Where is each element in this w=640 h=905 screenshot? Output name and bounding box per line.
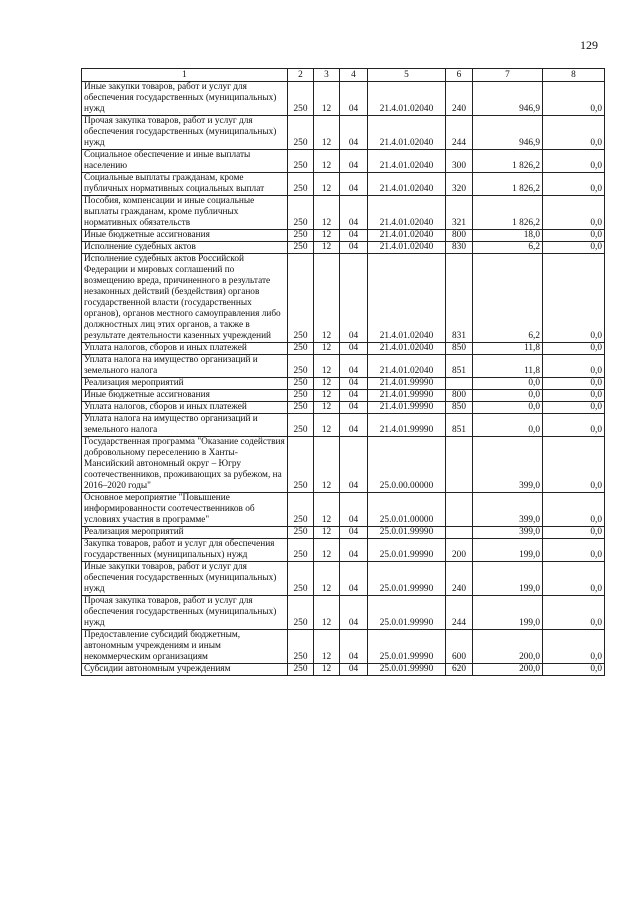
row-code-3: 12 [314,173,340,196]
row-code-5: 21.4.01.02040 [368,343,446,355]
row-code-4: 04 [340,664,368,676]
row-code-3: 12 [314,254,340,343]
row-amount-8: 0,0 [543,527,605,539]
row-amount-8: 0,0 [543,414,605,437]
row-code-3: 12 [314,196,340,230]
row-code-6: 850 [446,402,473,414]
row-amount-7: 399,0 [473,527,543,539]
row-code-4: 04 [340,82,368,116]
row-description: Прочая закупка товаров, работ и услуг для обеспечения государственных (муниципальных) нужд [82,116,288,150]
row-code-6: 300 [446,150,473,173]
row-code-3: 12 [314,539,340,562]
table-row [82,254,605,343]
row-code-2: 250 [288,343,314,355]
row-code-5: 21.4.01.02040 [368,82,446,116]
row-amount-8: 0,0 [543,150,605,173]
row-amount-8: 0,0 [543,402,605,414]
row-description: Пособия, компенсации и иные социальные выплаты гражданам, кроме публичных нормативных обязательств [82,196,288,230]
column-header: 4 [340,69,368,82]
row-code-5: 25.0.01.99990 [368,596,446,630]
row-code-4: 04 [340,596,368,630]
row-amount-8: 0,0 [543,596,605,630]
row-code-3: 12 [314,242,340,254]
table-header-row [82,69,605,82]
row-code-3: 12 [314,402,340,414]
row-amount-8: 0,0 [543,437,605,493]
row-description: Исполнение судебных актов Российской Федерации и мировых соглашений по возмещению вреда, причиненного в результате незаконных действий (бездействия) органов государственной власти (государственных органов), органов местного самоуправления либо должностных лиц этих органов, а также в результате деятельности казенных учреждений [82,254,288,343]
row-amount-7: 0,0 [473,414,543,437]
table-row [82,596,605,630]
row-amount-7: 399,0 [473,493,543,527]
column-header: 5 [368,69,446,82]
row-description: Прочая закупка товаров, работ и услуг для обеспечения государственных (муниципальных) нужд [82,596,288,630]
row-amount-8: 0,0 [543,539,605,562]
row-code-4: 04 [340,539,368,562]
row-code-3: 12 [314,414,340,437]
row-code-6: 851 [446,414,473,437]
row-code-4: 04 [340,562,368,596]
row-amount-7: 946,9 [473,116,543,150]
row-code-2: 250 [288,196,314,230]
row-code-6: 240 [446,82,473,116]
row-description: Реализация мероприятий [82,378,288,390]
row-code-5: 21.4.01.02040 [368,150,446,173]
row-code-2: 250 [288,150,314,173]
row-code-6: 240 [446,562,473,596]
row-code-5: 21.4.01.02040 [368,254,446,343]
row-code-5: 21.4.01.99990 [368,390,446,402]
row-code-4: 04 [340,414,368,437]
row-description: Основное мероприятие "Повышение информированности соотечественников об условиях участия в программе" [82,493,288,527]
row-code-2: 250 [288,254,314,343]
row-amount-7: 200,0 [473,630,543,664]
row-code-5: 25.0.01.99990 [368,562,446,596]
row-code-3: 12 [314,355,340,378]
row-code-2: 250 [288,402,314,414]
row-amount-7: 18,0 [473,230,543,242]
row-amount-7: 199,0 [473,596,543,630]
row-code-4: 04 [340,173,368,196]
row-code-3: 12 [314,562,340,596]
row-code-3: 12 [314,664,340,676]
row-code-2: 250 [288,539,314,562]
row-amount-8: 0,0 [543,242,605,254]
row-description: Иные закупки товаров, работ и услуг для обеспечения государственных (муниципальных) нужд [82,562,288,596]
row-code-4: 04 [340,116,368,150]
row-amount-8: 0,0 [543,196,605,230]
row-description: Иные бюджетные ассигнования [82,230,288,242]
row-code-5: 21.4.01.02040 [368,242,446,254]
row-description: Предоставление субсидий бюджетным, автономным учреждениям и иным некоммерческим организациям [82,630,288,664]
row-code-6: 244 [446,596,473,630]
row-amount-8: 0,0 [543,630,605,664]
row-code-5: 21.4.01.99990 [368,414,446,437]
row-code-2: 250 [288,378,314,390]
row-code-5: 21.4.01.02040 [368,355,446,378]
row-code-5: 21.4.01.99990 [368,402,446,414]
row-description: Социальное обеспечение и иные выплаты населению [82,150,288,173]
row-code-5: 21.4.01.99990 [368,378,446,390]
row-code-5: 25.0.00.00000 [368,437,446,493]
row-amount-7: 399,0 [473,437,543,493]
row-amount-8: 0,0 [543,173,605,196]
table-row [82,196,605,230]
row-code-3: 12 [314,378,340,390]
row-code-5: 21.4.01.02040 [368,116,446,150]
row-code-2: 250 [288,527,314,539]
row-amount-7: 11,8 [473,343,543,355]
row-amount-8: 0,0 [543,493,605,527]
row-code-5: 21.4.01.02040 [368,196,446,230]
row-code-5: 25.0.01.99990 [368,527,446,539]
row-code-4: 04 [340,196,368,230]
row-code-2: 250 [288,664,314,676]
row-amount-7: 1 826,2 [473,150,543,173]
row-code-3: 12 [314,596,340,630]
row-description: Реализация мероприятий [82,527,288,539]
row-code-6: 244 [446,116,473,150]
row-code-3: 12 [314,390,340,402]
row-code-4: 04 [340,242,368,254]
row-code-2: 250 [288,355,314,378]
table-row [82,437,605,493]
row-code-6: 600 [446,630,473,664]
row-description: Исполнение судебных актов [82,242,288,254]
row-amount-7: 6,2 [473,242,543,254]
row-description: Иные бюджетные ассигнования [82,390,288,402]
row-description: Уплата налогов, сборов и иных платежей [82,402,288,414]
row-code-2: 250 [288,82,314,116]
row-code-2: 250 [288,630,314,664]
column-header: 7 [473,69,543,82]
table-row [82,242,605,254]
row-amount-8: 0,0 [543,355,605,378]
row-code-3: 12 [314,82,340,116]
row-code-3: 12 [314,493,340,527]
row-amount-8: 0,0 [543,343,605,355]
table-row [82,562,605,596]
row-description: Закупка товаров, работ и услуг для обеспечения государственных (муниципальных) нужд [82,539,288,562]
row-code-6: 620 [446,664,473,676]
row-code-5: 21.4.01.02040 [368,173,446,196]
row-code-2: 250 [288,414,314,437]
row-amount-8: 0,0 [543,378,605,390]
row-amount-7: 1 826,2 [473,196,543,230]
row-code-2: 250 [288,242,314,254]
column-header: 8 [543,69,605,82]
row-code-6 [446,493,473,527]
row-code-4: 04 [340,230,368,242]
row-amount-7: 946,9 [473,82,543,116]
column-header: 2 [288,69,314,82]
row-code-4: 04 [340,378,368,390]
table-row [82,150,605,173]
row-code-6 [446,378,473,390]
row-amount-7: 200,0 [473,664,543,676]
row-code-2: 250 [288,230,314,242]
row-code-6: 830 [446,242,473,254]
row-code-2: 250 [288,596,314,630]
row-code-3: 12 [314,527,340,539]
table-row [82,414,605,437]
row-amount-8: 0,0 [543,664,605,676]
row-code-3: 12 [314,630,340,664]
row-amount-7: 11,8 [473,355,543,378]
row-code-6: 800 [446,390,473,402]
row-code-6: 200 [446,539,473,562]
row-amount-7: 199,0 [473,539,543,562]
row-code-6: 320 [446,173,473,196]
row-code-2: 250 [288,116,314,150]
row-code-6: 800 [446,230,473,242]
table-row [82,527,605,539]
row-amount-7: 1 826,2 [473,173,543,196]
row-code-5: 25.0.01.99990 [368,630,446,664]
table-row [82,378,605,390]
table-row [82,539,605,562]
row-description: Уплата налогов, сборов и иных платежей [82,343,288,355]
row-code-2: 250 [288,173,314,196]
row-description: Социальные выплаты гражданам, кроме публичных нормативных социальных выплат [82,173,288,196]
row-description: Субсидии автономным учреждениям [82,664,288,676]
row-amount-8: 0,0 [543,562,605,596]
row-code-4: 04 [340,630,368,664]
row-code-6 [446,527,473,539]
row-code-3: 12 [314,230,340,242]
row-amount-7: 0,0 [473,390,543,402]
row-code-3: 12 [314,150,340,173]
row-code-4: 04 [340,402,368,414]
row-code-5: 25.0.01.99990 [368,664,446,676]
row-description: Государственная программа "Оказание содействия добровольному переселению в Ханты-Мансийский автономный округ – Югру соотечественников, проживающих за рубежом, на 2016–2020 годы" [82,437,288,493]
row-amount-7: 0,0 [473,378,543,390]
row-code-4: 04 [340,437,368,493]
row-amount-8: 0,0 [543,82,605,116]
table-row [82,390,605,402]
row-code-4: 04 [340,527,368,539]
column-header: 3 [314,69,340,82]
row-code-6: 321 [446,196,473,230]
table-row [82,664,605,676]
column-header: 6 [446,69,473,82]
row-code-3: 12 [314,116,340,150]
row-code-5: 21.4.01.02040 [368,230,446,242]
row-code-4: 04 [340,254,368,343]
row-amount-8: 0,0 [543,390,605,402]
row-code-2: 250 [288,390,314,402]
row-description: Уплата налога на имущество организаций и земельного налога [82,414,288,437]
row-amount-7: 0,0 [473,402,543,414]
row-code-6 [446,437,473,493]
page-number: 129 [580,38,598,52]
table-row [82,493,605,527]
row-code-5: 25.0.01.00000 [368,493,446,527]
table-row [82,355,605,378]
row-code-4: 04 [340,150,368,173]
row-code-2: 250 [288,562,314,596]
row-code-4: 04 [340,343,368,355]
row-description: Иные закупки товаров, работ и услуг для обеспечения государственных (муниципальных) нужд [82,82,288,116]
row-code-4: 04 [340,493,368,527]
row-code-3: 12 [314,343,340,355]
budget-table [81,68,605,676]
column-header: 1 [82,69,288,82]
row-code-4: 04 [340,355,368,378]
row-amount-7: 199,0 [473,562,543,596]
table-row [82,173,605,196]
table-row [82,82,605,116]
row-code-6: 850 [446,343,473,355]
table-row [82,230,605,242]
table-row [82,630,605,664]
table-row [82,343,605,355]
table-row [82,402,605,414]
row-amount-8: 0,0 [543,230,605,242]
table-row [82,116,605,150]
row-code-4: 04 [340,390,368,402]
row-code-6: 831 [446,254,473,343]
row-code-3: 12 [314,437,340,493]
row-code-6: 851 [446,355,473,378]
row-code-2: 250 [288,493,314,527]
row-amount-8: 0,0 [543,254,605,343]
row-amount-7: 6,2 [473,254,543,343]
row-description: Уплата налога на имущество организаций и земельного налога [82,355,288,378]
row-code-5: 25.0.01.99990 [368,539,446,562]
row-code-2: 250 [288,437,314,493]
row-amount-8: 0,0 [543,116,605,150]
